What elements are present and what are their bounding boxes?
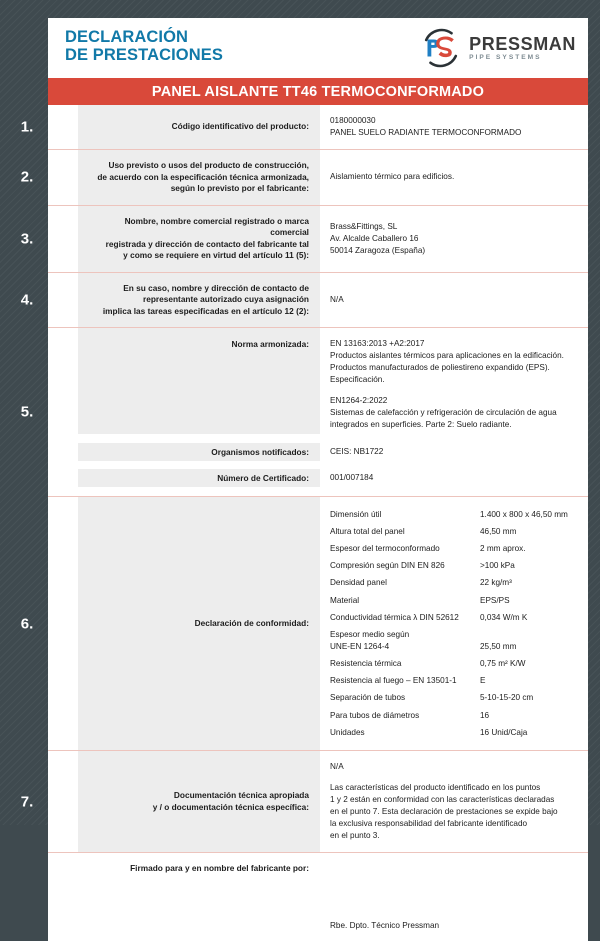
- spec-key: [330, 629, 480, 653]
- value-line: N/A: [330, 294, 344, 304]
- spec-row: [330, 673, 578, 690]
- spec-row: [330, 540, 578, 557]
- value-line: N/A: [330, 762, 344, 772]
- spec-value: 1.400 x 800 x 46,50 mm: [480, 509, 568, 519]
- harmonized-standard-group: [78, 328, 588, 496]
- value-line: integrados en superficies. Parte 2: Suelo radiante.: [330, 420, 512, 429]
- row-value: [320, 497, 588, 750]
- table-row: [20, 751, 588, 853]
- value-line: 1 y 2 están en conformidad con las características declaradas: [330, 795, 555, 805]
- page-title: [65, 28, 223, 64]
- value-line: EN1264-2:2022: [330, 396, 388, 405]
- spec-key: Espesor del termoconformado: [330, 543, 440, 553]
- row-value: [320, 150, 588, 205]
- signature-label: Firmado para y en nombre del fabricante por:: [130, 863, 309, 874]
- row-number-cell: [20, 751, 78, 852]
- spec-value: 22 kg/m³: [480, 578, 512, 588]
- row-label-text: Nombre, nombre comercial registrado o marca comercial: [124, 215, 309, 237]
- spec-key: Altura total del panel: [330, 526, 405, 536]
- spec-value: EPS/PS: [480, 595, 510, 605]
- logo-wordmark: [469, 35, 576, 62]
- sub-row-norma: [78, 328, 588, 434]
- row-number-cell: [48, 853, 78, 941]
- row-label: [78, 206, 320, 272]
- spec-row: [330, 690, 578, 707]
- spec-value: 16 Unid/Caja: [480, 727, 528, 737]
- spec-row: [330, 523, 578, 540]
- row-number-cell: [20, 273, 78, 328]
- row-label: [78, 497, 320, 750]
- row-label: [78, 150, 320, 205]
- value-line: PANEL SUELO RADIANTE TERMOCONFORMADO: [330, 128, 522, 137]
- value-line: Las características del producto identificado en los puntos: [330, 783, 541, 793]
- spec-key-line2: UNE-EN 1264-4: [330, 641, 390, 651]
- value-line: Productos aislantes térmicos para aplicaciones en la edificación.: [330, 351, 564, 360]
- spec-key: Material: [330, 595, 360, 605]
- page-title-line1: DECLARACIÓN: [65, 28, 189, 46]
- page-title-line2: DE PRESTACIONES: [65, 46, 223, 64]
- sub-row-label: Número de Certificado:: [78, 469, 320, 487]
- row-value: [320, 105, 588, 149]
- spec-row: [330, 506, 578, 523]
- row-label-text: Declaración de conformidad:: [194, 617, 309, 628]
- spec-key: Resistencia térmica: [330, 659, 402, 669]
- spec-value: 16: [480, 710, 490, 720]
- row-label-text: y como se requiere en virtud del artículo 11 (5):: [123, 250, 309, 260]
- row-value: [320, 206, 588, 272]
- spec-value: >100 kPa: [480, 561, 515, 571]
- row-label-text: Código identificativo del producto:: [171, 121, 309, 132]
- row-label-text: de acuerdo con la especificación técnica armonizada,: [97, 171, 309, 182]
- row-label-text: representante autorizado cuya asignación: [143, 294, 309, 304]
- row-number: 1.: [20, 118, 34, 136]
- row-label-text: implica las tareas especificadas en el artículo 12 (2):: [102, 305, 309, 316]
- document-header: [48, 18, 588, 78]
- row-number: 5.: [20, 403, 34, 421]
- signature-name: Rbe. Dpto. Técnico Pressman: [330, 921, 440, 931]
- row-number: 4.: [20, 291, 34, 309]
- table-row: [20, 497, 588, 751]
- logo-tagline: PIPE SYSTEMS: [469, 53, 542, 61]
- table-row: [20, 105, 588, 150]
- spec-key: Para tubos de diámetros: [330, 710, 420, 720]
- sub-row-value: CEIS: NB1722: [330, 447, 384, 456]
- value-line: Productos manufacturados de poliestireno expandido (EPS).: [330, 363, 550, 372]
- product-banner: [48, 78, 588, 105]
- logo-name: PRESSMAN: [469, 33, 576, 54]
- spec-row: [330, 626, 578, 655]
- spec-key: Conductividad térmica λ DIN 52612: [330, 612, 459, 622]
- table-row: [20, 328, 588, 497]
- value-line: Aislamiento térmico para edificios.: [330, 172, 455, 182]
- sub-row-label: Organismos notificados:: [78, 443, 320, 461]
- table-row: [20, 206, 588, 273]
- row-number-cell: [20, 328, 78, 496]
- row-label: [78, 751, 320, 852]
- spec-row: [330, 724, 578, 741]
- value-line: 0180000030: [330, 116, 376, 125]
- spec-value: E: [480, 676, 486, 686]
- pressman-logo-icon: [420, 27, 462, 69]
- sub-row-value: [320, 328, 588, 434]
- spec-row: [330, 575, 578, 592]
- row-number: 6.: [20, 615, 34, 633]
- spec-key: Dimensión útil: [330, 509, 382, 519]
- spec-row: [330, 609, 578, 626]
- spec-value: 46,50 mm: [480, 526, 517, 536]
- sub-row-value: 001/007184: [330, 473, 374, 482]
- spec-value: 0,034 W/m K: [480, 612, 528, 622]
- spec-row: [330, 656, 578, 673]
- row-number-cell: [20, 150, 78, 205]
- value-line: en el punto 7. Esta declaración de prestaciones se expide bajo: [330, 807, 558, 817]
- table-row: [20, 273, 588, 329]
- row-label-text: registrada y dirección de contacto del fabricante tal: [105, 238, 309, 249]
- product-banner-text: PANEL AISLANTE TT46 TERMOCONFORMADO: [151, 83, 485, 100]
- spec-key: Unidades: [330, 727, 365, 737]
- value-line: Especificación.: [330, 375, 385, 384]
- spec-value: 5-10-15-20 cm: [480, 693, 534, 703]
- row-label-text: según lo previsto por el fabricante:: [170, 183, 309, 193]
- sub-row-label: Norma armonizada:: [78, 328, 320, 434]
- row-label: [78, 105, 320, 149]
- row-value: [320, 273, 588, 328]
- spec-value: 0,75 m² K/W: [480, 659, 526, 669]
- spec-row: [330, 558, 578, 575]
- spec-value: 2 mm aprox.: [480, 543, 526, 553]
- document-card: [20, 18, 588, 931]
- value-line: la exclusiva responsabilidad del fabricante identificado: [330, 819, 528, 829]
- value-line: 50014 Zaragoza (España): [330, 245, 426, 255]
- value-line: EN 13163:2013 +A2:2017: [330, 339, 425, 348]
- table-row: [20, 150, 588, 206]
- signature-value: [320, 853, 588, 941]
- row-label-text: Uso previsto o usos del producto de construcción,: [108, 160, 309, 170]
- sub-row-organismos: [78, 443, 588, 461]
- spec-row: [330, 707, 578, 724]
- row-number: 3.: [20, 230, 34, 247]
- spec-value: 25,50 mm: [480, 641, 517, 651]
- spec-key: Densidad panel: [330, 578, 387, 588]
- spec-key-line1: Espesor medio según: [330, 629, 410, 639]
- row-label-text: y / o documentación técnica específica:: [152, 801, 309, 812]
- spec-key: Resistencia al fuego – EN 13501-1: [330, 676, 457, 686]
- value-line: en el punto 3.: [330, 831, 380, 841]
- sub-row-certificado: [78, 469, 588, 496]
- row-label-text: Documentación técnica apropiada: [173, 790, 309, 801]
- signature-row: [48, 853, 588, 941]
- value-line: Brass&Fittings, SL: [330, 221, 398, 231]
- row-label: [78, 273, 320, 328]
- spec-key: Compresión según DIN EN 826: [330, 561, 445, 571]
- row-number: 7.: [20, 793, 34, 811]
- row-number: 2.: [20, 168, 34, 186]
- row-number-cell: [20, 206, 78, 272]
- row-value: [320, 751, 588, 852]
- spec-row: [330, 592, 578, 609]
- brand-logo: [420, 27, 576, 69]
- spec-key: Separación de tubos: [330, 693, 406, 703]
- row-number-cell: [20, 105, 78, 149]
- row-label-text: En su caso, nombre y dirección de contacto de: [123, 282, 309, 293]
- declaration-table: [20, 105, 588, 941]
- value-line: Av. Alcalde Caballero 16: [330, 233, 419, 243]
- row-number-cell: [20, 497, 78, 750]
- value-line: Sistemas de calefacción y refrigeración de circulación de agua: [330, 408, 557, 417]
